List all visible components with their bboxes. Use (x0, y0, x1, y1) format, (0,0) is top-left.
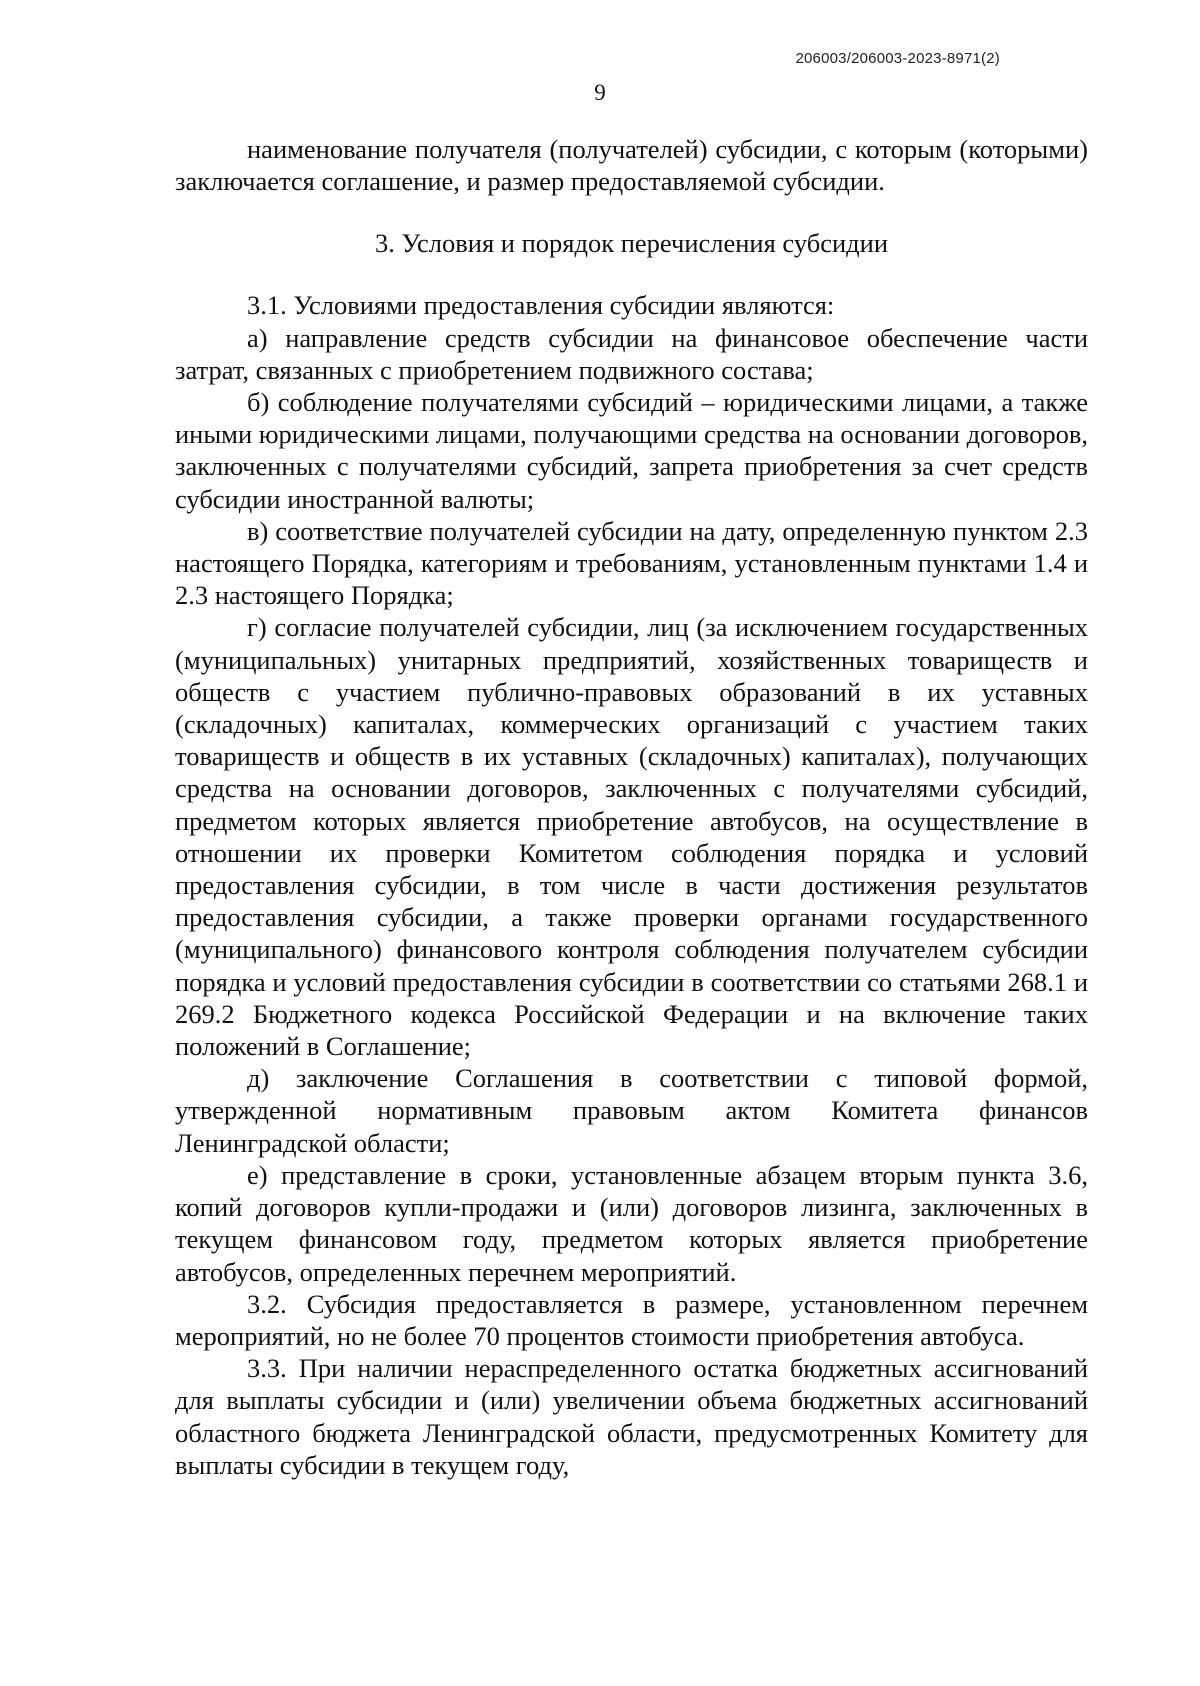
paragraph-3-2: 3.2. Субсидия предоставляется в размере, установленном перечнем мероприятий, но не более 70 процентов стоимости приобретения автобуса. (175, 1288, 1088, 1351)
paragraph-a: а) направление средств субсидии на финансовое обеспечение части затрат, связанных с приобретением подвижного состава; (175, 322, 1088, 385)
paragraph-d: д) заключение Соглашения в соответствии с типовой формой, утвержденной нормативным правовым актом Комитета финансов Ленинградской области; (175, 1063, 1088, 1158)
paragraph-v: в) соответствие получателей субсидии на дату, определенную пунктом 2.3 настоящего Порядка, категориям и требованиям, установленным пунктами 1.4 и 2.3 настоящего Порядка; (175, 515, 1088, 611)
paragraph-g: г) согласие получателей субсидии, лиц (за исключением государственных (муниципальных) унитарных предприятий, хозяйственных товариществ и обществ с участием публично-правовых образований в их уставных (складочных) капиталах, коммерческих организаций с участием таких товариществ и обществ в их уставных (складочных) капиталах), получающих средства на основании договоров, заключенных с получателями субсидий, предметом которых является приобретение автобусов, на осуществление в отношении их проверки Комитетом соблюдения порядка и условий предоставления субсидии, в том числе в части достижения результатов предоставления субсидии, а также проверки органами государственного (муниципального) финансового контроля соблюдения получателем субсидии порядка и условий предоставления субсидии в соответствии со статьями 268.1 и 269.2 Бюджетного кодекса Российской Федерации и на включение таких положений в Соглашение; (175, 612, 1088, 1062)
page-number: 9 (594, 80, 606, 105)
section-heading: 3. Условия и порядок перечисления субсидии (374, 228, 889, 259)
paragraph-3-3: 3.3. При наличии нераспределенного остатка бюджетных ассигнований для выплаты субсидии и (или) увеличении объема бюджетных ассигнований областного бюджета Ленинградской области, предусмотренных Комитету для выплаты субсидии в текущем году, (175, 1353, 1088, 1480)
paragraph-b: б) соблюдение получателями субсидий – юридическими лицами, а также иными юридическими лицами, получающими средства на основании договоров, заключенных с получателями субсидий, запрета приобретения за счет средств субсидии иностранной валюты; (175, 387, 1088, 514)
document-body (175, 133, 1088, 1481)
paragraph-3-1: 3.1. Условиями предоставления субсидии являются: (247, 290, 835, 321)
intro-paragraph: наименование получателя (получателей) субсидии, с которым (которыми) заключается соглашение, и размер предоставляемой субсидии. (175, 134, 1088, 197)
paragraph-e: е) представление в сроки, установленные абзацем вторым пункта 3.6, копий договоров купли-продажи и (или) договоров лизинга, заключенных в текущем финансовом году, предметом которых является приобретение автобусов, определенных перечнем мероприятий. (175, 1159, 1088, 1287)
document-registration-number: 206003/206003-2023-8971(2) (795, 50, 1000, 67)
